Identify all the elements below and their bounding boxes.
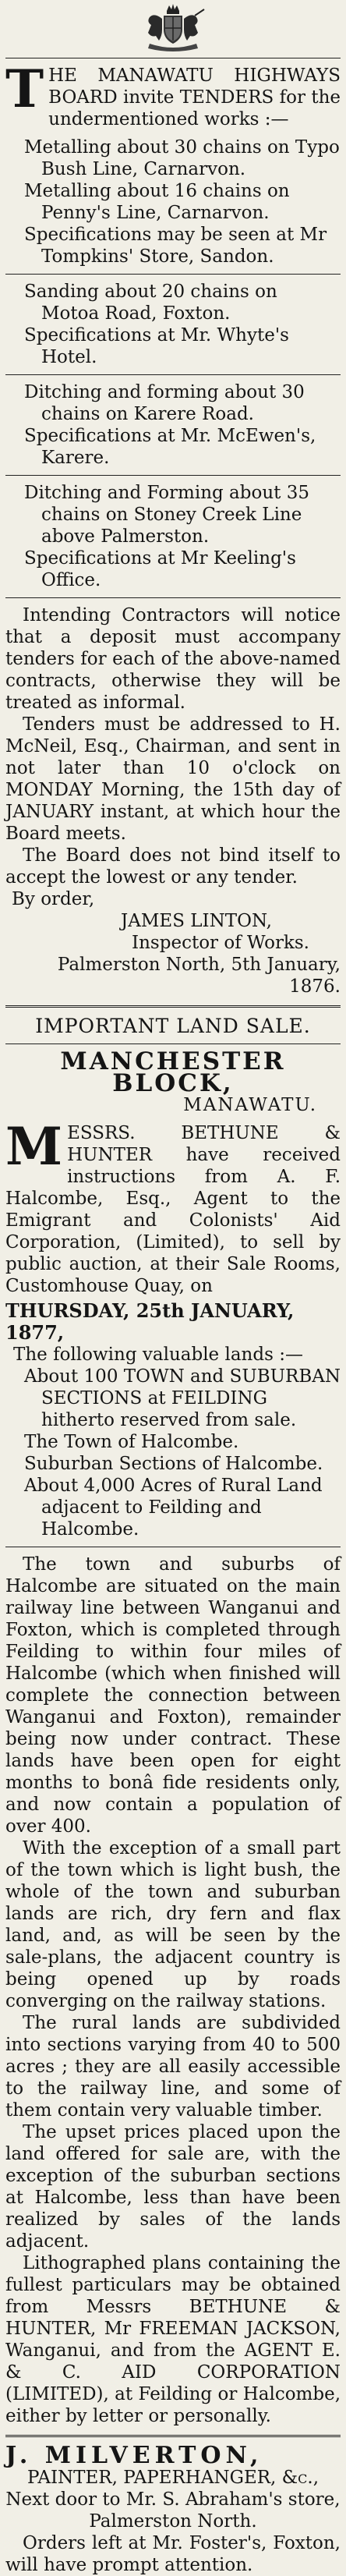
notice-lowest-tender: The Board does not bind itself to accept the lowest or any tender. bbox=[5, 845, 341, 888]
divider bbox=[5, 274, 341, 275]
land-sale-advertisement bbox=[5, 1015, 341, 2427]
land-sale-heading: IMPORTANT LAND SALE. bbox=[35, 1015, 311, 1037]
paragraph-plans: Lithographed plans containing the fullest particulars may be obtained from Messrs BETHUNE & HUNTER, Mr FREEMAN JACKSON, Wanganui, and from the AGENT E. & C. AID CORPORATION (LIMITED), at Feilding or Halcombe, either by letter or personally. bbox=[5, 2253, 341, 2426]
land-item: About 4,000 Acres of Rural Land adjacent to Feilding and Halcombe. bbox=[24, 1476, 323, 1540]
work-item: Specifications at Mr. Whyte's Hotel. bbox=[24, 325, 289, 367]
work-item: Ditching and forming about 30 chains on Karere Road. bbox=[24, 382, 305, 424]
paragraph-upset-prices: The upset prices placed upon the land offered for sale are, with the exception of the suburban sections at Halcombe, less than have been realized by sales of the lands adjacent. bbox=[5, 2122, 341, 2252]
sale-intro bbox=[5, 1116, 341, 1297]
divider bbox=[5, 1005, 341, 1008]
lands-intro: The following valuable lands :— bbox=[13, 1345, 303, 1365]
by-order: By order, bbox=[12, 889, 95, 909]
place-date: Palmerston North, 5th January, 1876. bbox=[57, 955, 341, 997]
paragraph-soil: With the exception of a small part of the town which is light bush, the whole of the town and suburban lands are rich, dry fern and flax land, and, as will be seen by the sale-plans, the adjacent country is being opened up by roads converging on the railway stations. bbox=[5, 1838, 341, 2011]
highways-board-advertisement bbox=[5, 58, 341, 997]
block-name: MANCHESTER BLOCK, bbox=[60, 1047, 286, 1097]
paragraph-location: The town and suburbs of Halcombe are situated on the main railway line between Wanganui and Foxton, which is completed through Feilding to within four miles of Halcombe (which when finished will complete the connection between Wanganui and Foxton), remainder being now under contract. These lands have been open for eight months to bonâ fide residents only, and now contain a population of over 400. bbox=[5, 1554, 341, 1837]
divider bbox=[5, 475, 341, 476]
painter-advertisement bbox=[5, 2442, 341, 2576]
work-item: Specifications at Mr. McEwen's, Karere. bbox=[24, 426, 316, 468]
sale-intro-text: ESSRS. BETHUNE & HUNTER have received instructions from A. F. Halcombe, Esq., Agent to the Emigrant and Colonists' Aid Corporation, (Limited), to sell by public auction, at their Sale Rooms, Customhouse Quay, on bbox=[5, 1123, 341, 1296]
notice-address: Tenders must be addressed to H. McNeil, Esq., Chairman, and sent in not later than 10 o'clock on MONDAY Morning, the 15th day of JANUARY instant, at which hour the Board meets. bbox=[5, 714, 341, 844]
divider bbox=[5, 597, 341, 598]
divider bbox=[5, 2435, 341, 2437]
signer-name: JAMES LINTON, bbox=[121, 911, 272, 931]
painter-orders: Orders left at Mr. Foster's, Foxton, will have prompt attention. bbox=[5, 2533, 341, 2575]
divider bbox=[5, 374, 341, 375]
notice-deposit: Intending Contractors will notice that a deposit must accompany tenders for each of the above-named contracts, otherwise they will be treated as informal. bbox=[5, 605, 341, 713]
paragraph-rural-lands: The rural lands are subdivided into sections varying from 40 to 500 acres ; they are all easily accessible to the railway line, and some of them contain very valuable timber. bbox=[5, 2013, 341, 2121]
royal-coat-of-arms-icon bbox=[136, 3, 210, 51]
work-item: Ditching and Forming about 35 chains on Stoney Creek Line above Palmerston. bbox=[24, 483, 309, 547]
painter-name: J. MILVERTON, bbox=[5, 2442, 263, 2469]
land-item: The Town of Halcombe. bbox=[24, 1432, 239, 1452]
ad-title bbox=[5, 58, 341, 130]
district-name: MANAWATU. bbox=[183, 1095, 317, 1115]
painter-trade: PAINTER, PAPERHANGER, &c., bbox=[26, 2468, 320, 2488]
painter-address: Next door to Mr. S. Abraham's store, Palmerston North. bbox=[5, 2489, 341, 2532]
work-item: Metalling about 30 chains on Typo Bush Line, Carnarvon. bbox=[24, 137, 340, 179]
drop-cap: M bbox=[5, 1116, 63, 1177]
work-item: Specifications at Mr Keeling's Office. bbox=[24, 548, 296, 590]
work-item: Metalling about 16 chains on Penny's Line, Carnarvon. bbox=[24, 181, 290, 223]
ad-title-text: HE MANAWATU HIGHWAYS BOARD invite TENDERS for the undermentioned works :— bbox=[48, 66, 341, 129]
signer-title: Inspector of Works. bbox=[132, 933, 309, 953]
drop-cap: T bbox=[5, 58, 44, 119]
work-item: Sanding about 20 chains on Motoa Road, Foxton. bbox=[24, 282, 277, 324]
land-item: Suburban Sections of Halcombe. bbox=[24, 1454, 323, 1474]
newspaper-column bbox=[5, 0, 341, 2576]
land-item: About 100 TOWN and SUBURBAN SECTIONS at FEILDING hitherto reserved from sale. bbox=[24, 1366, 341, 1430]
sale-date: THURSDAY, 25th JANUARY, 1877, bbox=[5, 1299, 295, 1344]
work-item: Specifications may be seen at Mr Tompkins' Store, Sandon. bbox=[24, 225, 327, 267]
